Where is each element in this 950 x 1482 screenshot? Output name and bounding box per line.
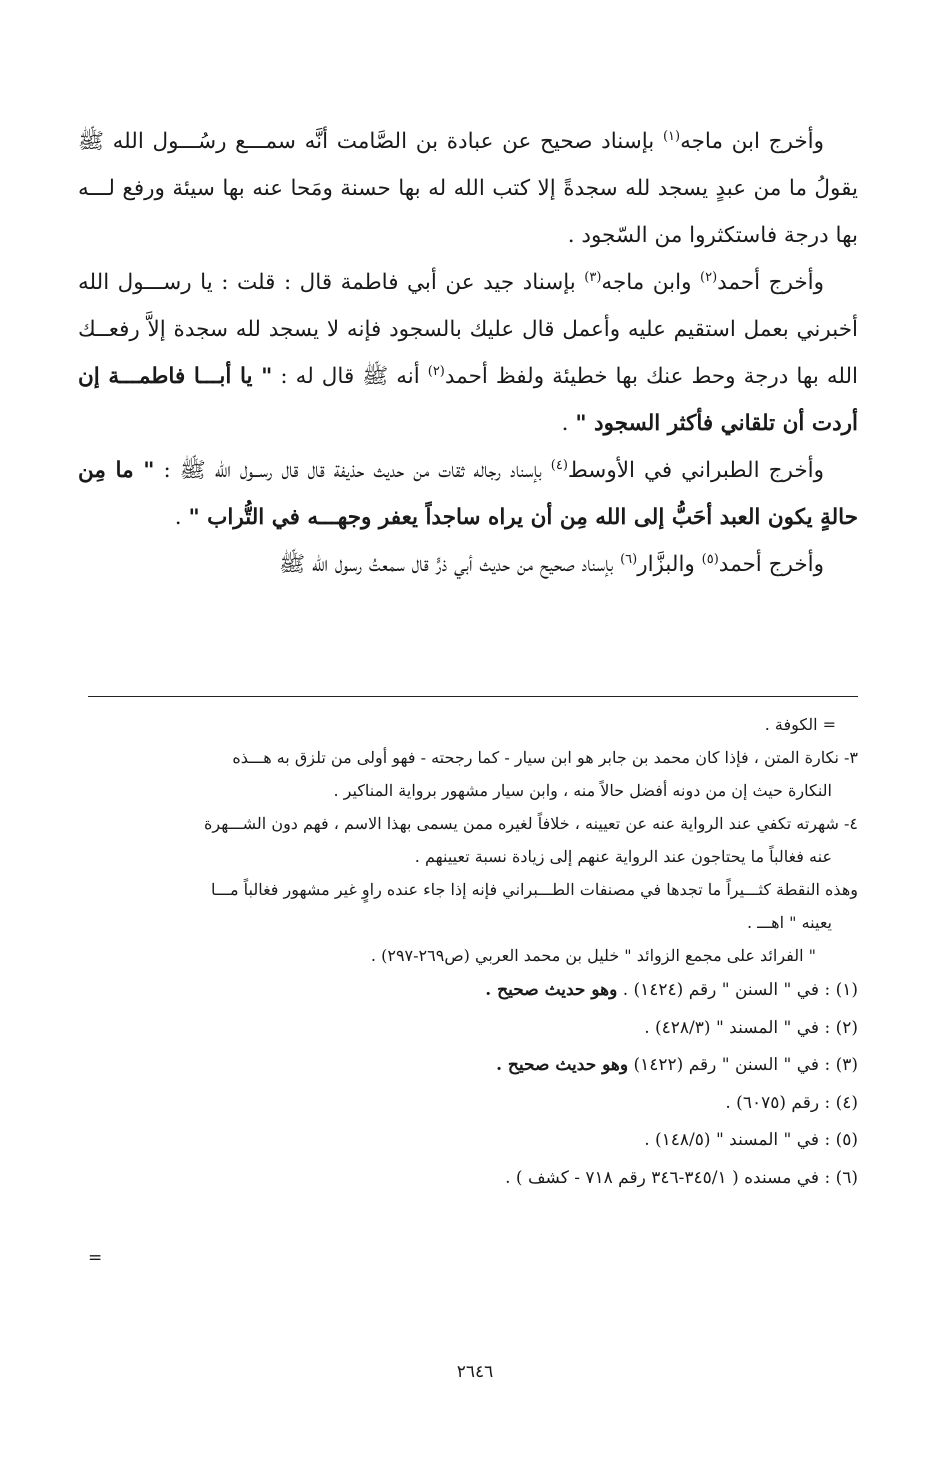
note-line: ٤- شهرته تكفي عند الرواية عنه عن تعيينه ، خلافاً لغيره ممن يسمى بهذا الاسم ، فهم دون الشـــهرة xyxy=(204,814,858,833)
note-line: يعينه " اهـــ . xyxy=(746,913,832,932)
paragraph-3: وأخرج الطبراني في الأوسط$^{(٤)}$ بإسناد رجاله ثقات من حديث حذيفة قال قال رســول الله ﷺ : " ما مِن حالةٍ يكون العبد أحَبُّ إلى الله مِن أن يراه ساجداً يعفر وجهـــه في التُّراب " . xyxy=(78,457,858,530)
note-line: عنه فغالباً ما يحتاجون عند الرواية عنهم إلى زيادة نسبة تعيينهم . xyxy=(414,847,832,866)
note-continuation: = الكوفة . xyxy=(764,715,836,734)
footnote-6: (٦) : في مسنده ( ٣٤٥/١-٣٤٦ رقم ٧١٨ - كشف ) . xyxy=(505,1167,858,1188)
footnote-1: (١) : في " السنن " رقم (١٤٢٤) . وهو حديث صحيح . xyxy=(485,980,858,1000)
main-text xyxy=(78,118,858,588)
footnote-2: (٢) : في " المسند " (٤٢٨/٣) . xyxy=(644,1017,858,1038)
footnote-ref[interactable]: (٥) xyxy=(701,551,719,567)
continuation-mark: = xyxy=(88,1248,103,1268)
page-number: ٢٦٤٦ xyxy=(456,1362,494,1382)
note-source: " الفرائد على مجمع الزوائد " خليل بن محمد العربي (ص٢٦٩-٢٩٧) . xyxy=(370,946,816,965)
footnote-4: (٤) : رقم (٦٠٧٥) . xyxy=(725,1092,858,1113)
footnote-ref[interactable]: (٢) xyxy=(700,269,718,285)
note-line: النكارة حيث إن من دونه أفضل حالاً منه ، وابن سيار مشهور برواية المناكير . xyxy=(333,781,832,800)
footnote-3: (٣) : في " السنن " رقم (١٤٢٢) وهو حديث صحيح . xyxy=(496,1055,858,1075)
footnotes-section xyxy=(88,708,858,1197)
hadith-quote: " ما مِن حالةٍ يكون العبد أحَبُّ إلى الله مِن أن يراه ساجداً يعفر وجهـــه في التُّراب " xyxy=(78,458,858,530)
footnote-ref[interactable]: (١) xyxy=(662,128,681,144)
footnote-divider xyxy=(88,696,858,697)
footnote-ref[interactable]: (٤) xyxy=(550,457,568,473)
footnote-ref[interactable]: (٣) xyxy=(584,269,602,285)
paragraph-1: وأخرج ابن ماجه$^{(١)}$ بإسناد صحيح عن عبادة بن الصَّامت أنَّه سمـــع رسُـــول الله ﷺ يقولُ ما من عبدٍ يسجد لله سجدةً إلا كتب الله له بها حسنة ومَحا عنه بها سيئة ورفع لـــه بها درجة فاستكثروا من السّجود . xyxy=(78,128,858,248)
footnote-5: (٥) : في " المسند " (١٤٨/٥) . xyxy=(644,1130,858,1150)
note-line: وهذه النقطة كثـــيراً ما تجدها في مصنفات الطـــبراني فإنه إذا جاء عنده راوٍ غير مشهور فغالباً مـــا xyxy=(211,880,858,899)
footnote-ref[interactable]: (٦) xyxy=(620,551,638,567)
footnote-ref[interactable]: (٢) xyxy=(427,363,445,379)
paragraph-2: وأخرج أحمد$^{(٢)}$ وابن ماجه$^{(٣)}$ بإسناد جيد عن أبي فاطمة قال : قلت : يا رســـول الله أخبرني بعمل استقيم عليه وأعمل قال عليك بالسجود فإنه لا يسجد لله سجدة إلاَّ رفعــك الله بها درجة وحط عنك بها خطيئة ولفظ أحمد$^{(٢)}$ أنه ﷺ قال له : " يا أبـــا فاطمـــة إن أردت أن تلقاني فأكثر السجود " . xyxy=(78,269,859,436)
paragraph-4: وأخرج أحمد$^{(٥)}$ والبزَّار$^{(٦)}$ بإسناد صحيح من حديث أبي ذرٍّ قال سمعتُ رسول الله ﷺ xyxy=(279,551,824,577)
note-line: ٣- نكارة المتن ، فإذا كان محمد بن جابر هو ابن سيار - كما رجحته - فهو أولى من تلزق به هـــذه xyxy=(232,748,858,767)
hadith-quote: " يا أبـــا فاطمـــة إن أردت أن تلقاني فأكثر السجود " xyxy=(78,364,858,436)
